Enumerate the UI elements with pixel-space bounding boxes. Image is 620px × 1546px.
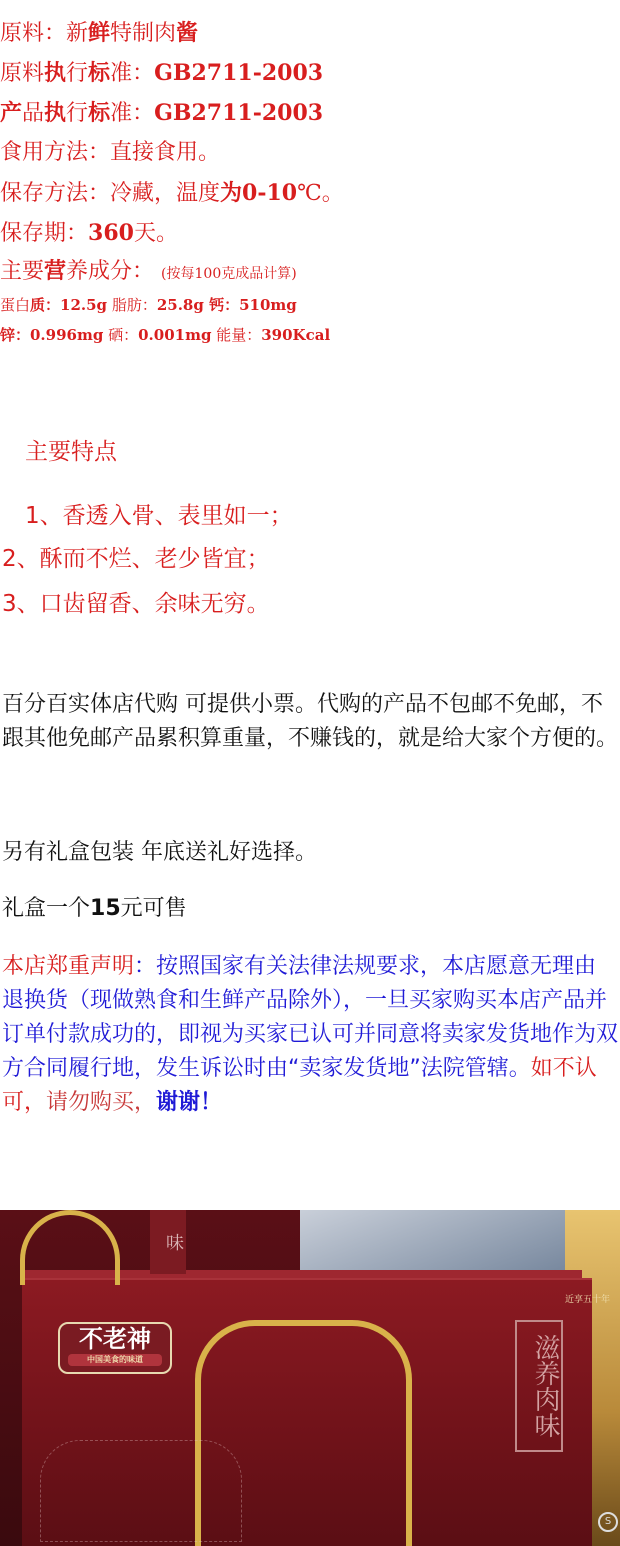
store-statement: 本店郑重声明：按照国家有关法律法规要求，本店愿意无理由退换货（现做熟食和生鲜产品除外），一旦买家购买本店产品并订单付款成功的，即视为买家已认可并同意将卖家发货地作为双方合同履行地，发生诉讼时由“卖家发货地”法院管辖。如不认可，请勿购买，谢谢！ — [2, 954, 619, 1115]
side-box-label: 近享五十年 — [565, 1295, 611, 1305]
feature-item: 2、酥而不烂、老少皆宜； — [2, 546, 270, 572]
rope-handle — [20, 1210, 120, 1285]
gift-box-price: 礼盒一个15元可售 — [2, 896, 187, 921]
feature-item: 3、口齿留香、余味无穷。 — [2, 591, 270, 617]
top-box-label: 味 — [150, 1210, 186, 1274]
feature-item: 1、香透入骨、表里如一； — [25, 503, 293, 529]
shelf-life-line: 保存期：360天。 — [0, 220, 178, 246]
purchase-note: 百分百实体店代购 可提供小票。代购的产品不包邮不免邮，不跟其他免邮产品累积算重量，不赚钱的，就是给大家个方便的。 — [2, 692, 619, 751]
features-title: 主要特点 — [25, 439, 117, 465]
nutrition-line-2: 锌：0.996mg 硒：0.001mg 能量：390Kcal — [0, 326, 331, 344]
nutrition-title-line: 主要营养成分： (按每100克成品计算) — [0, 258, 297, 284]
qs-mark-icon: S — [598, 1512, 618, 1532]
ingredients-line: 原料：新鲜特制肉酱 — [0, 20, 199, 46]
usage-line: 食用方法：直接食用。 — [0, 140, 221, 165]
nutrition-line-1: 蛋白质：12.5g 脂肪：25.8g 钙：510mg — [0, 296, 297, 314]
ingredient-standard-line: 原料执行标准：GB2711-2003 — [0, 60, 324, 86]
gift-box-note: 另有礼盒包装 年底送礼好选择。 — [2, 840, 317, 865]
brand-logo: 不老神 中国美食的味道 — [58, 1322, 172, 1374]
box-vertical-title: 滋养肉味 — [515, 1320, 563, 1452]
product-standard-line: 产品执行标准：GB2711-2003 — [0, 100, 324, 126]
storage-line: 保存方法：冷藏，温度为0-10℃。 — [0, 180, 344, 206]
box-illustration — [40, 1440, 242, 1542]
